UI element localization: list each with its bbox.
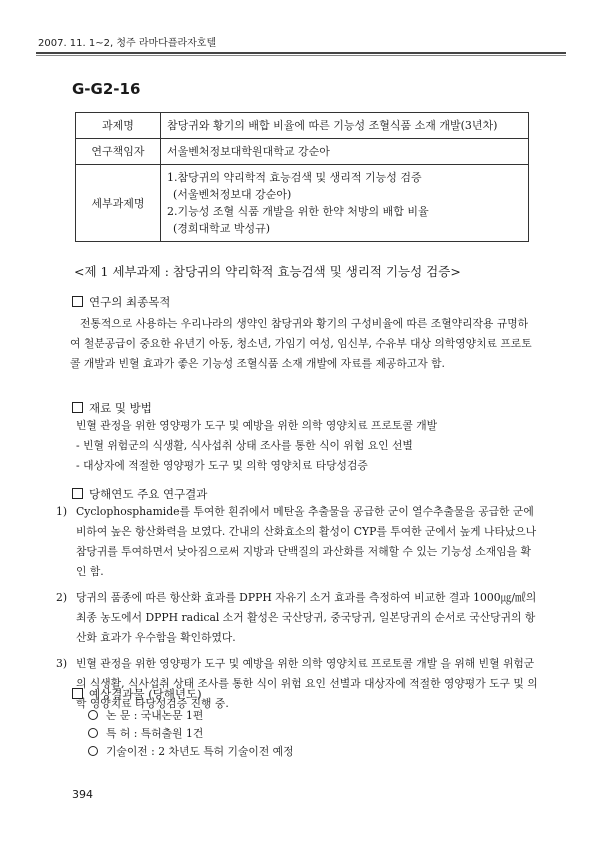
table-row xyxy=(76,165,529,242)
subproject-line: (서울벤처정보대 강순아) xyxy=(173,188,292,202)
list-item xyxy=(56,654,538,714)
section-title: 당해연도 주요 연구결과 xyxy=(89,487,208,501)
subproject-subtitle: <제 1 세부과제 : 참당귀의 약리학적 효능검색 및 생리적 기능성 검증> xyxy=(74,264,461,279)
section-outcome-heading xyxy=(72,686,202,702)
outcome-item xyxy=(88,726,203,741)
row-label-lead: 연구책임자 xyxy=(76,139,161,165)
item-number: 3) xyxy=(56,657,68,670)
item-number: 1) xyxy=(56,505,68,518)
running-header: 2007. 11. 1~2, 청주 라마다플라자호텔 xyxy=(38,38,217,49)
circle-bullet-icon xyxy=(88,746,98,756)
item-text: 빈혈 관정을 위한 영양평가 도구 및 예방을 위한 의학 영양치료 프로토콜 개발 을 위해 빈혈 위험군의 식생활, 식사섭취 상태 조사를 통한 식이 위험 요인 선별과 대상자에 적절한 영양평가 도구 및 의학 영양치료 타당성검증 진행 중. xyxy=(76,657,538,710)
list-item xyxy=(56,588,538,648)
section-method-heading xyxy=(72,400,152,416)
list-item xyxy=(56,502,538,582)
outcome-text: 논 문 : 국내논문 1편 xyxy=(106,709,204,722)
section-title: 재료 및 방법 xyxy=(89,401,152,415)
subproject-line: (경희대학교 박성규) xyxy=(173,222,271,236)
checkbox-square-icon xyxy=(72,296,83,307)
checkbox-square-icon xyxy=(72,688,83,699)
outcome-item xyxy=(88,708,203,723)
table-row xyxy=(76,139,529,165)
method-line: - 빈혈 위험군의 식생활, 식사섭취 상태 조사를 통한 식이 위험 요인 선별 xyxy=(76,439,413,452)
row-value-lead: 서울벤처정보대학원대학교 강순아 xyxy=(161,139,529,165)
row-label-title: 과제명 xyxy=(76,113,161,139)
row-value-subprojects xyxy=(161,165,529,242)
method-line: 빈혈 관정을 위한 영양평가 도구 및 예방을 위한 의학 영양치료 프로토콜 개발 xyxy=(76,419,438,432)
project-code: G-G2-16 xyxy=(72,80,141,98)
goal-paragraph xyxy=(70,314,538,374)
item-text: Cyclophosphamide를 투여한 흰쥐에서 메탄올 추출물을 공급한 군이 열수추출물을 공급한 군에 비하여 높은 항산화력을 보였다. 간내의 산화효소의 활성이 CYP를 투여한 군에서 높게 나타났으나 참당귀를 투여하면서 낮아짐으로써 지방과 단백질의 과산화를 저해할 수 있는 기능성 소재임을 확인 함. xyxy=(76,505,537,578)
header-rule-thin xyxy=(36,55,566,56)
row-value-title: 참당귀와 황기의 배합 비율에 따른 기능성 조혈식품 소재 개발(3년차) xyxy=(161,113,529,139)
section-title: 예상결과물 (당해년도) xyxy=(89,687,202,701)
outcome-text: 특 허 : 특허출원 1건 xyxy=(106,727,204,740)
circle-bullet-icon xyxy=(88,728,98,738)
item-number: 2) xyxy=(56,591,68,604)
section-goal-heading xyxy=(72,294,170,310)
subproject-line: 1.참당귀의 약리학적 효능검색 및 생리적 기능성 검증 xyxy=(167,171,422,185)
goal-text: 전통적으로 사용하는 우리나라의 생약인 참당귀와 황기의 구성비율에 따른 조혈약리작용 규명하여 철분공급이 중요한 유년기 아동, 청소년, 가임기 여성, 임신부, 수유부 대상 의학영양치료 프로토콜 개발과 빈혈 효과가 좋은 기능성 조혈식품 소재 개발에 자료를 제공하고자 함. xyxy=(70,317,532,370)
table-row xyxy=(76,113,529,139)
outcome-item xyxy=(88,744,294,759)
section-title: 연구의 최종목적 xyxy=(89,295,171,309)
outcome-text: 기술이전 : 2 차년도 특허 기술이전 예정 xyxy=(106,745,294,758)
item-text: 당귀의 품종에 따른 항산화 효과를 DPPH 자유기 소거 효과를 측정하여 비교한 결과 1000㎍/㎖의 최종 농도에서 DPPH radical 소거 활성은 국산당귀, 중국당귀, 일본당귀의 순서로 국산당귀의 항산화 효과가 우수함을 확인하였다. xyxy=(76,591,537,644)
checkbox-square-icon xyxy=(72,488,83,499)
page-number: 394 xyxy=(72,788,93,801)
header-rule xyxy=(36,52,566,54)
project-info-table xyxy=(75,112,529,242)
method-line: - 대상자에 적절한 영양평가 도구 및 의학 영양치료 타당성검증 xyxy=(76,459,368,472)
section-results-heading xyxy=(72,486,207,502)
row-label-subprojects: 세부과제명 xyxy=(76,165,161,242)
checkbox-square-icon xyxy=(72,402,83,413)
subproject-line: 2.기능성 조혈 식품 개발을 위한 한약 처방의 배합 비율 xyxy=(167,205,429,219)
circle-bullet-icon xyxy=(88,710,98,720)
